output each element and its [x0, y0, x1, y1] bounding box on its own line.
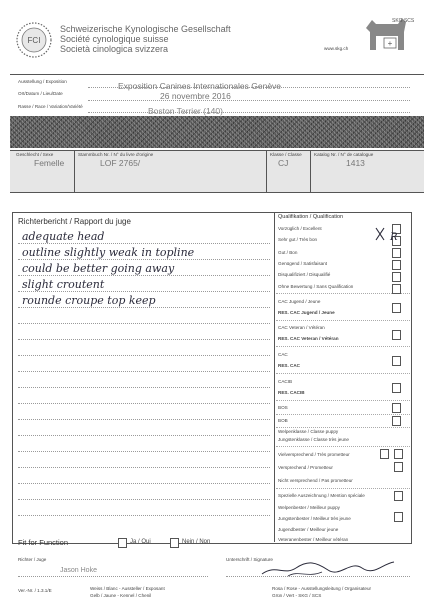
qual-item: RES. CAC Veteran / Vétéran — [278, 336, 339, 341]
qual-item: Vielversprechend / Très prometteur — [278, 452, 350, 457]
sex-label: Geschlecht / Sexe — [16, 152, 54, 157]
svg-text:+: + — [387, 39, 393, 48]
breed-value: Boston Terrier (140) — [148, 106, 223, 116]
qual-item: BOB — [278, 418, 288, 423]
judge-label: Richter / Juge — [18, 557, 47, 562]
judge-signature — [258, 556, 398, 580]
qual-item: CACIB — [278, 379, 293, 384]
qual-item: CAC Veteran / Vétéran — [278, 325, 325, 330]
date-label: Ort/Datum / Lieu/Date — [18, 91, 63, 96]
event-date: 26 novembre 2016 — [160, 91, 231, 101]
footer-copy-white: Weiss / Blanc - Aussteller / Exposant — [90, 586, 165, 591]
report-line-3: could be better going away — [22, 262, 175, 275]
skg-dog-logo — [362, 14, 415, 54]
qual-item: Genügend / Satisfaisant — [278, 261, 328, 266]
checkbox-satisfactory[interactable] — [392, 260, 401, 270]
qual-item: Spezielle Auszeichnung / Mention spéciale — [278, 493, 365, 498]
qual-item: Ohne Bewertung / Sans Qualification — [278, 284, 354, 289]
qual-item: BOS — [278, 405, 288, 410]
org-it: Società cinologica svizzera — [60, 44, 169, 54]
signature-label: Unterschrift / Signature — [226, 557, 273, 562]
checkbox-disqualified[interactable] — [392, 272, 401, 282]
org-de: Schweizerische Kynologische Gesellschaft — [60, 24, 231, 34]
fit-label: Fit for Function — [18, 538, 69, 547]
fit-yes-label: Ja / Oui — [130, 539, 151, 545]
event-label: Ausstellung / Exposition — [18, 79, 67, 84]
stud-label: Stammbuch Nr. / N° du livre d'origine — [78, 152, 154, 157]
report-line-1: adequate head — [22, 230, 105, 243]
qual-item: Welpenbester / Meilleur puppy — [278, 505, 340, 510]
rank-mark: R — [390, 232, 398, 243]
qual-item: Disqualifiziert / Disqualifié — [278, 272, 331, 277]
fci-logo — [14, 20, 54, 60]
qual-item: Welpenklasse / Classe puppy — [278, 429, 339, 434]
fit-no-label: Nein / Non — [182, 539, 211, 545]
checkbox-fit-yes[interactable] — [118, 538, 127, 548]
qual-item: RES. CAC Jugend / Jeune — [278, 310, 335, 315]
footer-copy-green: Grün / Vert - SKG / SCS — [272, 593, 322, 598]
sex-value: Femelle — [34, 158, 65, 168]
redaction-band — [10, 116, 424, 148]
checkbox-promising-2[interactable] — [394, 449, 403, 459]
footer-form-no: Ver.-Nr. / 1.3.1/E — [18, 588, 52, 593]
logo-text: FCI — [27, 36, 41, 45]
report-line-5: rounde croupe top keep — [22, 294, 156, 307]
report-line-2: outline slightly weak in topline — [22, 246, 195, 259]
checkbox-bob[interactable] — [392, 416, 401, 426]
qual-item: Veteranenbester / Meilleur vétéran — [278, 537, 349, 542]
qualification-title: Qualifikation / Qualification — [278, 214, 344, 220]
qual-item: Sehr gut / Très bon — [278, 237, 318, 242]
checkbox-special-mention[interactable] — [394, 491, 403, 501]
checkbox-cacib[interactable] — [392, 383, 401, 393]
mark-text: SKG SCS — [392, 18, 415, 24]
qual-item: CAC Jugend / Jeune — [278, 299, 321, 304]
catalog-label: Katalog Nr. / N° de catalogue — [314, 152, 374, 157]
checkbox-cac[interactable] — [392, 356, 401, 366]
event-title: Exposition Canines Internationales Genève — [118, 81, 282, 91]
divider — [10, 74, 424, 75]
handwritten-check-mark — [372, 224, 406, 246]
qual-item: Nicht versprechend / Pas prometteur — [278, 478, 353, 483]
qual-item: Jugendbester / Meilleur jeune — [278, 527, 339, 532]
checkbox-bos[interactable] — [392, 403, 401, 413]
checkbox-no-qualification[interactable] — [392, 284, 401, 294]
qual-item: Gut / Bon — [278, 250, 298, 255]
org-fr: Société cynologique suisse — [60, 34, 169, 44]
column-divider — [274, 212, 275, 542]
class-value: CJ — [278, 158, 289, 168]
qual-item: Jungstenklasse / Classe très jeune — [278, 437, 349, 442]
checkbox-cac-veteran[interactable] — [392, 330, 401, 340]
mark-sub: www.skg.ch — [324, 46, 349, 51]
class-label: Klasse / Classe — [270, 152, 302, 157]
catalog-value: 1413 — [346, 158, 365, 168]
checkbox-cac-jeune[interactable] — [392, 303, 401, 313]
checkbox-fit-no[interactable] — [170, 538, 179, 548]
report-line-4: slight croutent — [22, 278, 105, 291]
judge-name: Jason Hoke — [60, 567, 97, 574]
org-names — [60, 24, 231, 54]
checkbox-prometteur[interactable] — [394, 462, 403, 472]
footer-copy-yellow: Gelb / Jaune - Kennel / Chenil — [90, 593, 152, 598]
qual-item: Vorzüglich / Excellent — [278, 226, 322, 231]
footer-copy-pink: Rosa / Rose - Ausstellungsleitung / Organisateur — [272, 586, 372, 591]
checkbox-good[interactable] — [392, 248, 401, 258]
qual-item: CAC — [278, 352, 288, 357]
qual-item: Jungstenbester / Meilleur très jeune — [278, 516, 351, 521]
breed-label: Rasse / Race / Variation/Variété — [18, 104, 83, 109]
report-title: Richterbericht / Rapport du juge — [18, 217, 131, 226]
checkbox-promising-1[interactable] — [380, 449, 389, 459]
qual-item: RES. CACIB — [278, 390, 305, 395]
stud-value: LOF 2765/ — [100, 158, 141, 168]
qual-item: RES. CAC — [278, 363, 300, 368]
qual-item: Versprechend / Prometteur — [278, 465, 333, 470]
checkbox-best-puppy[interactable] — [394, 512, 403, 522]
